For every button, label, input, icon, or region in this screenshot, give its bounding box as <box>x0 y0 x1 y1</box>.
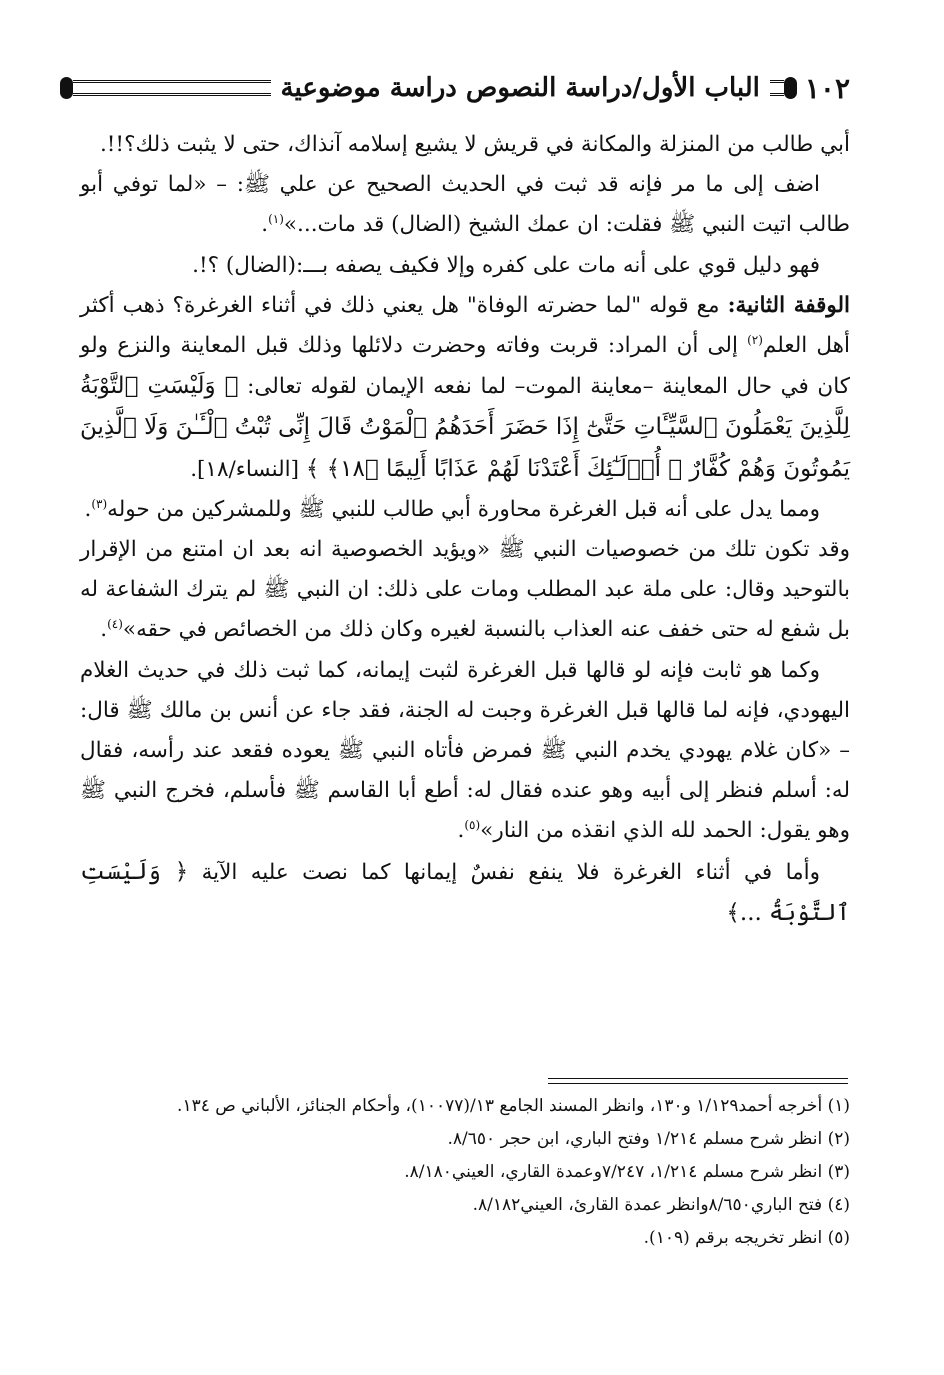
paragraph-5-text: ومما يدل على أنه قبل الغرغرة محاورة أبي طالب للنبي ﷺ وللمشركين من حوله <box>107 496 820 522</box>
paragraph-4-text-a: مع قوله "لما حضرته الوفاة" هل يعني ذلك في أثناء الغرغرة؟ ذهب أكثر أهل العلم <box>80 292 850 359</box>
footnote-ref-2: (٢) <box>747 332 763 347</box>
header-rule-right <box>770 80 784 96</box>
paragraph-6-end: . <box>100 617 108 643</box>
footnote-ref-1: (١) <box>268 212 284 227</box>
paragraph-7-end: . <box>457 818 465 844</box>
footnote-ref-4: (٤) <box>107 617 123 632</box>
footnote-separator <box>548 1078 848 1084</box>
paragraph-7-text: وكما هو ثابت فإنه لو قالها قبل الغرغرة لثبت إيمانه، كما ثبت ذلك في حديث الغلام اليهودي، فإنه لما قالها قبل الغرغرة وجبت له الجنة، فقد جاء عن أنس بن مالك ﷺ قال: – «كان غلام يهودي يخدم النبي ﷺ فمرض فأتاه النبي ﷺ يعوده فقعد عند رأسه، فقال له: أسلم فنظر إلى أبيه وهو عنده فقال له: أطع أبا القاسم ﷺ فأسلم، فخرج النبي ﷺ وهو يقول: الحمد لله الذي انقذه من النار» <box>80 657 850 844</box>
quran-verse: ﴿ وَلَيْسَتِ ٱلتَّوْبَةُ لِلَّذِينَ يَعْمَلُونَ ٱلسَّيِّـَٔاتِ حَتَّىٰٓ إِذَا حَضَرَ أَحَدَهُمُ ٱلْمَوْتُ قَالَ إِنِّى تُبْتُ ٱلْـَٔـٰنَ وَلَا ٱلَّذِينَ يَمُوتُونَ وَهُمْ كُفَّارٌ ۚ أُو۟لَـٰٓئِكَ أَعْتَدْنَا لَهُمْ عَذَابًا أَلِيمًا ﴿١٨﴾ ﴾ <box>80 373 850 482</box>
footnote: (٢) انظر شرح مسلم ١/٢١٤ وفتح الباري، ابن حجر ٨/٦٥٠. <box>447 1129 850 1149</box>
footnote: (١) أخرجه أحمد١/١٢٩ و١٣٠، وانظر المسند الجامع ١٣/(١٠٠٧٧)، وأحكام الجنائز، الألباني ص ١٣٤. <box>177 1096 850 1116</box>
footnote: (٤) فتح الباري٨/٦٥٠وانظر عمدة القارئ، العيني٨/١٨٢. <box>472 1195 850 1215</box>
paragraph-7 <box>80 651 850 852</box>
page-number: ١٠٢ <box>804 71 850 105</box>
paragraph-3 <box>80 246 850 286</box>
paragraph-1 <box>80 125 850 165</box>
header-ornament-left <box>60 77 73 99</box>
paragraph-5-end: . <box>84 496 92 522</box>
paragraph-2 <box>80 165 850 245</box>
verse-citation: [النساء/١٨]. <box>190 456 306 482</box>
quran-verse-short: ﴿ وَلَيْسَتِ ٱلتَّوْبَةُ ...﴾ <box>80 858 850 926</box>
paragraph-4-text-b: إلى أن المراد: قربت وفاته وحضرت دلائلها وذلك قبل المعاينة والنزع ولو كان في حال المعاينة –معاينة الموت– لما نفعه الإيمان لقوله تعالى: <box>80 333 850 400</box>
page-header <box>60 64 850 112</box>
paragraph-5 <box>80 490 850 530</box>
footnote-ref-5: (٥) <box>464 818 481 833</box>
footnotes <box>80 1090 850 1255</box>
section-label: الوقفة الثانية: <box>727 292 851 318</box>
running-title: الباب الأول/دراسة النصوص دراسة موضوعية <box>280 73 760 103</box>
paragraph-1-text: أبي طالب من المنزلة والمكانة في قريش لا يشيع إسلامه آنذاك، حتى لا يثبت ذلك؟!!. <box>99 132 850 157</box>
header-ornament-right <box>784 77 797 99</box>
paragraph-6 <box>80 530 850 651</box>
footnote: (٥) انظر تخريجه برقم (١٠٩). <box>643 1228 850 1248</box>
footnote: (٣) انظر شرح مسلم ١/٢١٤، ٧/٢٤٧وعمدة القاري، العيني٨/١٨٠. <box>404 1162 850 1182</box>
paragraph-4 <box>80 286 850 490</box>
paragraph-2-text: اضف إلى ما مر فإنه قد ثبت في الحديث الصحيح عن علي ﷺ: – «لما توفي أبو طالب اتيت النبي ﷺ فقلت: ان عمك الشيخ (الضال) قد مات...» <box>80 172 850 238</box>
main-text <box>80 125 850 934</box>
paragraph-2-end: . <box>261 212 269 238</box>
paragraph-8 <box>80 852 850 934</box>
paragraph-6-text: وقد تكون تلك من خصوصيات النبي ﷺ «ويؤيد الخصوصية انه بعد ان امتنع من الإقرار بالتوحيد وقال: على ملة عبد المطلب ومات على ذلك: ان النبي ﷺ لم يترك الشفاعة له بل شفع له حتى خفف عنه العذاب بالنسبة لغيره وكان ذلك من الخصائص في حقه» <box>80 537 850 643</box>
footnote-ref-3: (٣) <box>91 496 108 511</box>
paragraph-8-text: وأما في أثناء الغرغرة فلا ينفع نفسٌ إيمانها كما نصت عليه الآية <box>188 859 820 885</box>
paragraph-3-text: فهو دليل قوي على أنه مات على كفره وإلا فكيف يصفه بـــ:(الضال) ؟!. <box>192 252 820 278</box>
header-rule-left <box>73 80 271 96</box>
